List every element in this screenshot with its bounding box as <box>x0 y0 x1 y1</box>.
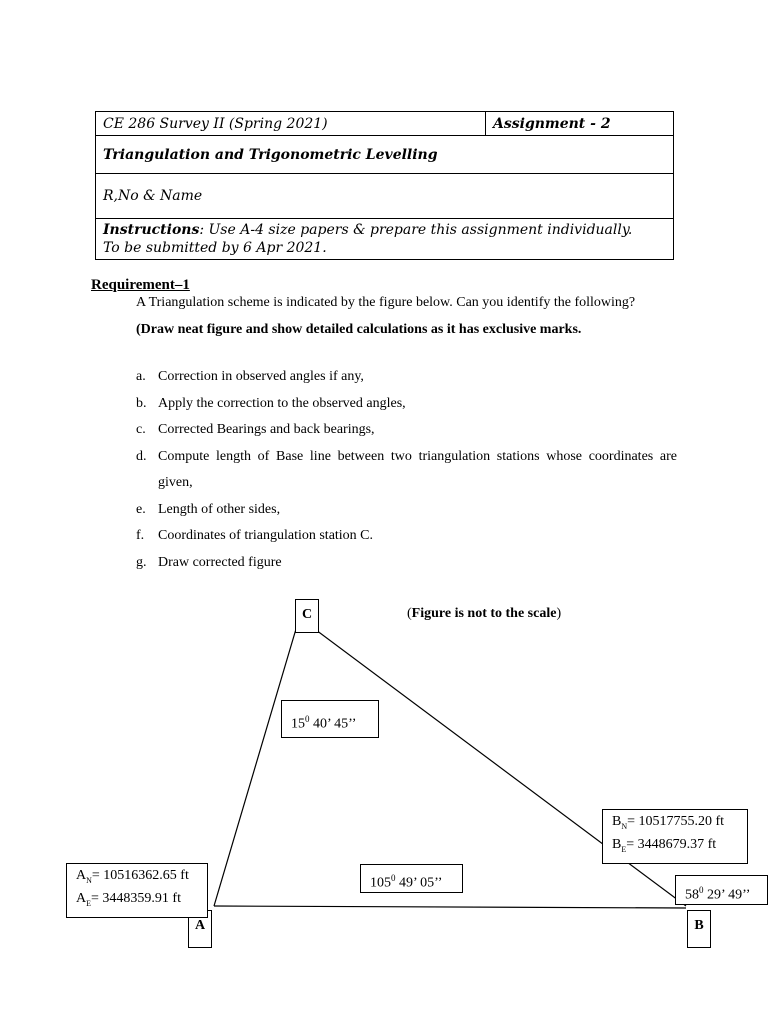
figure-note: (Figure is not to the scale) <box>407 606 562 621</box>
side-ca <box>214 629 296 906</box>
coord-a-east: $A_E= 3448359.91$ ft <box>76 890 181 908</box>
submission-date: To be submitted by 6 Apr 2021. <box>103 240 327 256</box>
side-ab <box>214 906 686 908</box>
rno-name-field: R,No & Name <box>96 174 674 219</box>
list-marker: e. <box>136 501 146 517</box>
assignment-label: Assignment - 2 <box>486 112 674 136</box>
station-b-label: B <box>687 910 711 948</box>
coord-b-east: $B_E= 3448679.37$ ft <box>612 836 717 854</box>
instructions-text: : Use A-4 size papers & prepare this assignment individually. <box>199 222 633 238</box>
list-marker: f. <box>136 528 145 543</box>
list-marker: c. <box>136 422 146 437</box>
list-item-text: Apply the correction to the observed angles, <box>158 395 406 411</box>
list-item-text: Length of other sides, <box>158 501 281 517</box>
list-item-text: Compute length of Base line between two triangulation stations whose coordinates are given, <box>158 448 677 490</box>
angle-b-box: $58^0$ 29’ 49’’ <box>675 875 768 905</box>
course-title: CE 286 Survey II (Spring 2021) <box>96 112 486 136</box>
coords-a-box <box>66 863 208 918</box>
instructions-label: Instructions <box>103 222 200 238</box>
list-item-text: Correction in observed angles if any, <box>158 369 364 384</box>
requirement-title: Requirement–1 <box>91 277 190 293</box>
coord-b-north: $B_N= 10517755.20$ ft <box>612 814 725 831</box>
station-a-label: A <box>188 910 212 948</box>
list-marker: b. <box>136 395 147 411</box>
list-item-text: Corrected Bearings and back bearings, <box>158 422 375 437</box>
list-marker: g. <box>136 554 147 570</box>
coords-b-box <box>602 809 748 864</box>
list-marker: d. <box>136 448 147 464</box>
angle-c-box: $15^0$ 40’ 45’’ <box>281 700 379 738</box>
topic-title: Triangulation and Trigonometric Levelling <box>96 136 674 174</box>
coord-a-north: $A_N= 10516362.65$ ft <box>76 868 189 885</box>
requirement-intro: A Triangulation scheme is indicated by the figure below. Can you identify the following? <box>136 295 636 310</box>
requirement-bold-note: (Draw neat figure and show detailed calculations as it has exclusive marks. <box>136 322 582 337</box>
list-marker: a. <box>136 369 146 384</box>
list-item-text: Coordinates of triangulation station C. <box>158 528 374 543</box>
list-item-text: Draw corrected figure <box>158 554 282 570</box>
angle-a-box: $105^0$ 49’ 05’’ <box>360 864 463 893</box>
station-c-label: C <box>295 599 319 633</box>
